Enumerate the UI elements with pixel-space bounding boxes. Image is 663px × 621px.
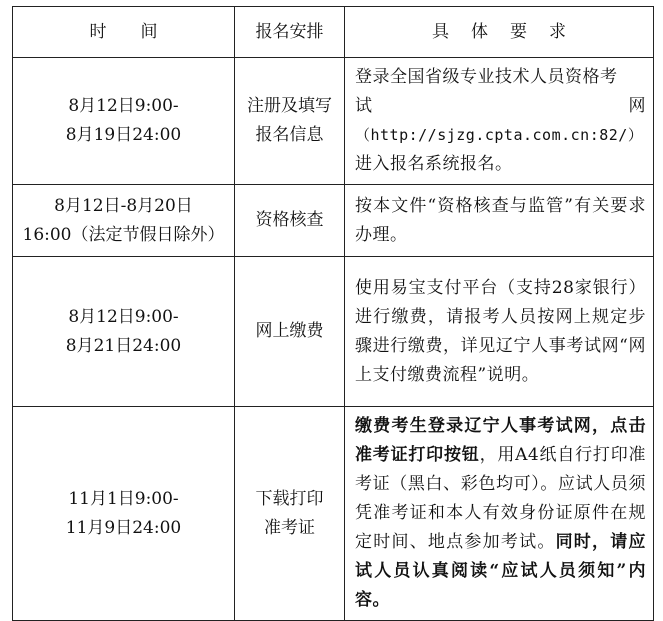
requirement-bold-text: 缴费考生登录辽宁人事考试网，点击准考证打印按钮 [355, 416, 646, 465]
arrangement-cell [235, 185, 345, 257]
time-line: 16:00（法定节假日除外） [22, 224, 225, 245]
table-row [13, 407, 654, 621]
arrangement-cell [235, 257, 345, 407]
table-header-row [13, 7, 654, 58]
registration-schedule-table [12, 6, 654, 621]
header-arrangement: 报名安排 [235, 7, 345, 58]
time-line: 8月12日9:00- [68, 96, 179, 116]
table-row [13, 257, 654, 407]
requirement-bold-text: 同时，请应试人员认真阅读“应试人员须知”内容。 [355, 532, 647, 610]
header-requirements: 具体要求 [345, 7, 654, 58]
requirement-cell [345, 407, 654, 621]
time-line: 11月1日9:00- [68, 488, 179, 509]
time-line: 8月21日24:00 [65, 335, 182, 356]
requirement-cell [345, 257, 654, 407]
time-line: 11月9日24:00 [65, 517, 182, 538]
requirement-cell [345, 58, 654, 185]
arrangement-line: 报名信息 [255, 125, 324, 145]
requirement-text: 试 [355, 96, 373, 116]
arrangement-line: 网上缴费 [255, 321, 324, 341]
requirement-text: 使用易宝支付平台（支持28家银行）进行缴费，请报考人员按网上规定步骤进行缴费，详见辽宁人事考试网“网上支付缴费流程”说明。 [355, 277, 646, 385]
requirement-text: 网 [628, 96, 646, 116]
table-row [13, 185, 654, 257]
arrangement-cell [235, 407, 345, 621]
requirement-text: 登录全国省级专业技术人员资格考 [355, 67, 618, 87]
arrangement-line: 资格核查 [255, 210, 324, 230]
arrangement-line: 注册及填写 [247, 96, 332, 116]
time-cell [13, 407, 235, 621]
time-cell [13, 257, 235, 407]
time-line: 8月12日-8月20日 [54, 195, 193, 216]
requirement-text: 进入报名系统报名。 [355, 154, 513, 174]
time-cell [13, 185, 235, 257]
requirement-text: ，用A4纸自行打印准考证（黑白、彩色均可）。应试人员须凭准考证和本人有效身份证原件在规定时间、地点参加考试。 [355, 445, 647, 552]
registration-url: （http://sjzg.cpta.com.cn:82/） [355, 126, 644, 144]
table-row [13, 58, 654, 185]
requirement-text: 按本文件“资格核查与监管”有关要求办理。 [355, 195, 646, 245]
time-cell [13, 58, 235, 185]
arrangement-line: 下载打印 [255, 488, 324, 509]
arrangement-cell [235, 58, 345, 185]
requirement-cell [345, 185, 654, 257]
requirement-text [355, 92, 646, 121]
time-line: 8月12日9:00- [68, 306, 179, 327]
time-line: 8月19日24:00 [65, 125, 182, 145]
arrangement-line: 准考证 [264, 517, 315, 538]
header-time: 时 间 [13, 7, 235, 58]
